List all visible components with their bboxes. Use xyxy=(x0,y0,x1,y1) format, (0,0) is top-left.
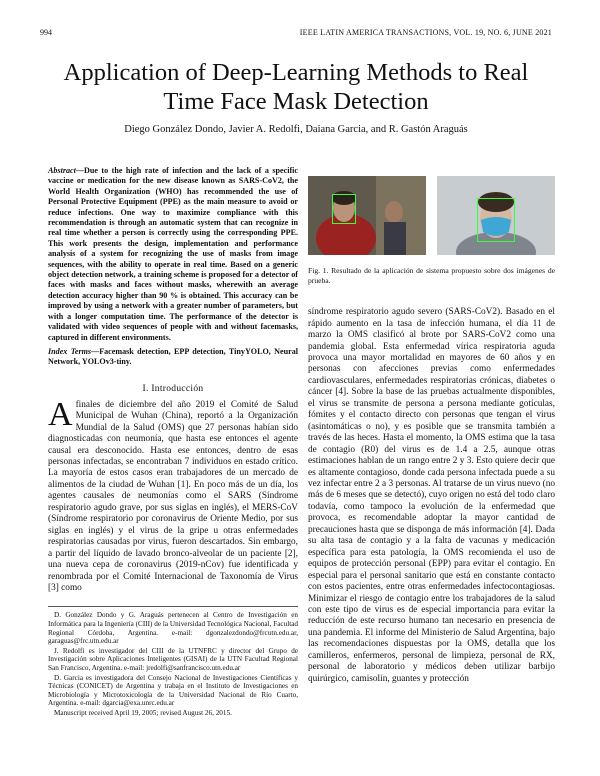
figure-photo-left xyxy=(308,176,426,255)
figure-caption: Fig. 1. Resultado de la aplicación de sistema propuesto sobre dos imágenes de prueba. xyxy=(308,266,555,285)
section-heading: I. Introducción xyxy=(142,383,204,394)
detection-box-no-mask xyxy=(332,194,356,224)
figure-1 xyxy=(308,176,555,255)
photo-left-scene xyxy=(308,176,426,255)
title-line-2: Time Face Mask Detection xyxy=(163,88,429,115)
body-paragraph-right: síndrome respiratorio agudo severo (SARS-CoV2). Basado en el rápido aumento en la tasa de infección humana, el día 11 de marzo la OMS clasificó al brote por SARS-CoV2 como una pandemia global. Esta enfermedad vírica respiratoria aguda provoca una mayor mortalidad en mayores de 60 años y en personas con afecciones previas como enfermedades cardiovasculares, enfermedades respiratorias crónicas, diabetes o cáncer [4]. Sobre la base de las pruebas actualmente disponibles, el virus se transmite de persona a persona mediante gotículas, fómites y el contacto directo con personas que tengan el virus (asintomáticas o no), y es posible que se transmita también a través de las heces. Hasta el momento, la OMS estima que la tasa de contagio (R0) del virus es de 1.4 a 2.5, aunque otras estimaciones hablan de un rango entre 2 y 3. Esto quiere decir que es altamente contagioso, donde cada persona infectada puede a su vez infectar entre 2 a 3 personas. Al tratarse de un virus nuevo (no más de 6 meses que se detectó), cuyo origen no está del todo claro todavía, como tampoco la evolución de la enfermedad que provoca, es recomendable adoptar la mayor cantidad de precauciones hasta que se disponga de más información [4]. Dada su alta tasa de contagio y a la falta de vacunas y medicación específica para esta patología, la OMS recomienda el uso de equipos de protección personal (EPP) para evitar el contagio. En especial para el personal sanitario que está en constante contacto con estos pacientes, entre otras enfermedades infectocontagiosas. Minimizar el riesgo de contagio entre los trabajadores de la salud con este tipo de virus es de especial importancia para evitar la reducción de este recurso humano tan necesario en presencia de una pandemia. El informe del Ministerio de Salud Argentina, bajo las recomendaciones dispuestas por la OMS, detalla que los camilleros, enfermeros, personal de limpieza, personal de RX, personal de laboratorio y médicos deben utilizar barbijo quirúrgico, camisolín, guantes y protección xyxy=(308,307,555,684)
left-column xyxy=(48,166,298,719)
intro-text: finales de diciembre del año 2019 el Comité de Salud Municipal de Wuhan (China), reportó a la Organización Mundial de la Salud (OMS) que 27 personas habían sido diagnosticadas con neumonía, que hasta ese entonces el agente causal era desconocido. Hasta ese entonces, dentro de esas personas infectadas, se encontraban 7 individuos en estado crítico. La mayoría de estos casos eran trabajadores de un mercado de alimentos de la ciudad de Wuhan [1]. En poco más de un día, los agentes causales de neumonías como el SARS (Síndrome respiratorio agudo grave, por sus siglas en inglés), el MERS-CoV (Síndrome respiratorio por coronavirus de Oriente Medio, por sus siglas en inglés) y el virus de la gripe u otras enfermedades respiratorias causadas por virus, fueron descartados. Sin embargo, a partir del líquido de lavado bronco-alveolar de un paciente [2], una nueva cepa de coronavirus (2019-nCov) fue identificada y renombrada por el Comité Internacional de Taxonomía de Virus [3] como xyxy=(48,399,298,593)
abstract-label: Abstract xyxy=(48,166,76,175)
intro-paragraph xyxy=(48,395,298,595)
index-terms xyxy=(48,347,298,368)
figure-photo-right xyxy=(437,176,555,255)
footnote-manuscript: Manuscript received April 19, 2005; revised August 26, 2015. xyxy=(54,708,232,717)
detection-box-mask xyxy=(477,198,515,242)
abstract-text: —Due to the high rate of infection and the lack of a specific vaccine or medication for the new disease known as SARS-CoV2, the World Health Organization (WHO) has recommended the use of Personal Protective Equipment (PPE) as the main measure to avoid or reduce infections. One way to maximize compliance with this recommendation is through an automatic system that can recognize in real time whether a person is correctly using the corresponding PPE. This work presents the design, implementation and performance analysis of a system for recognizing the use of masks from image sequences, with the ability to operate in real time. Based on a generic object detection network, a training scheme is proposed for a detector of faces with masks and faces without masks, wherewith an average detection accuracy higher than 90 % is obtained. This accuracy can be improved by using a network with a greater number of parameters, but with a longer computation time. The performance of the detector is validated with video sequences of people with and without facemasks, captured in different environments. xyxy=(48,166,298,342)
abstract xyxy=(48,166,298,343)
index-terms-label: Index Terms xyxy=(48,346,92,356)
journal-header: IEEE LATIN AMERICA TRANSACTIONS, VOL. 19, NO. 6, JUNE 2021 xyxy=(299,28,552,37)
authors: Diego González Dondo, Javier A. Redolfi, Daiana Garcia, and R. Gastón Araguás xyxy=(124,124,468,135)
drop-cap: A xyxy=(48,395,73,433)
footnote-affiliation-2: J. Redolfi es investigador del CIII de la UTNFRC y director del Grupo de Investigación sobre Aplicaciones Inteligentes (GISAI) de la UTN Facultad Regional San Francisco, Argentina. e-mail: jredolfi@sanfrancisco.utn.edu.ar xyxy=(48,646,298,672)
paper-title xyxy=(40,58,552,116)
footnote-affiliation-1: D. González Dondo y G. Araguás pertenecen al Centro de Investigación en Informática para la Ingeniería (CIII) de la Universidad Tecnológica Nacional, Facultad Regional Córdoba, Argentina. e-mail: dgonzalezdondo@frcutn.edu.ar, garaguas@frc.utn.edu.ar xyxy=(48,611,298,646)
page-number: 994 xyxy=(40,28,52,37)
footnote-divider xyxy=(48,606,298,607)
right-column xyxy=(308,176,555,685)
title-line-1: Application of Deep-Learning Methods to Real xyxy=(63,59,529,86)
footnote-affiliation-3: D. Garcia es investigadora del Consejo Nacional de Investigaciones Científicas y Técnicas (CONICET) de Argentina y trabaja en el Instituto de Investigaciones en Microbiología y Microtoxicología de la Universidad Nacional de Río Cuarto, Argentina. e-mail: dgarcia@exa.unrc.edu.ar xyxy=(48,673,298,708)
index-terms-text: —Facemask detection, EPP detection, TinyYOLO, Neural Network, YOLOv3-tiny. xyxy=(48,346,299,367)
